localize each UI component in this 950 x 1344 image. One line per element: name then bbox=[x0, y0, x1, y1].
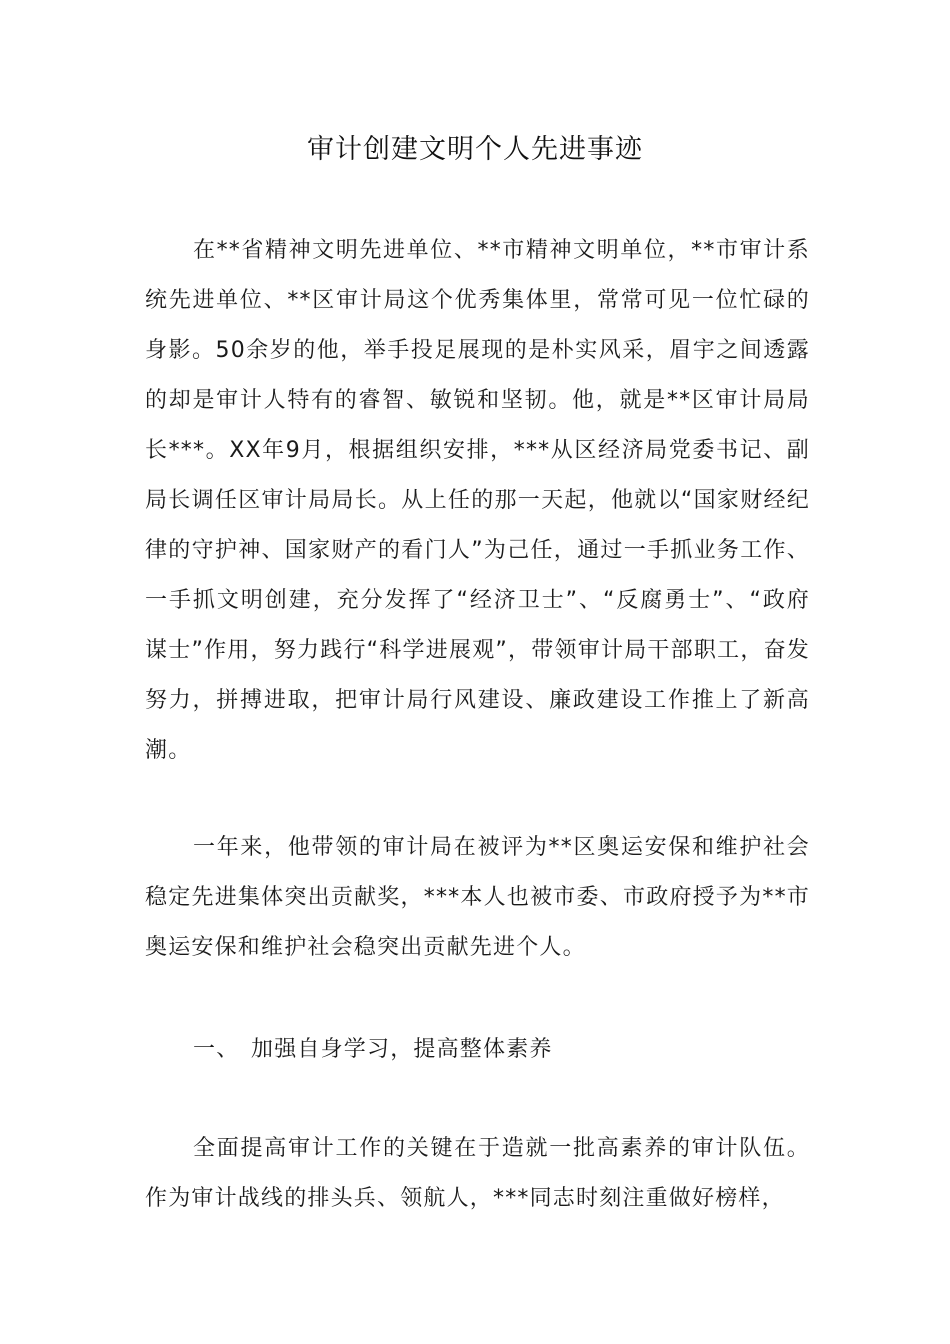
section-heading-text: 加强自身学习，提高整体素养 bbox=[251, 1037, 553, 1062]
section-paragraph: 全面提高审计工作的关键在于造就一批高素养的审计队伍。作为审计战线的排头兵、领航人，***同志时刻注重做好榜样， bbox=[145, 1136, 810, 1211]
body-paragraph-1: 在**省精神文明先进单位、**市精神文明单位，**市审计系统先进单位、**区审计局这个优秀集体里，常常可见一位忙碌的身影。50余岁的他，举手投足展现的是朴实风采，眉宇之间透露的却是审计人特有的睿智、敏锐和坚韧。他，就是**区审计局局长***。XX年9月，根据组织安排，***从区经济局党委书记、副局长调任区审计局局长。从上任的那一天起，他就以“国家财经纪律的守护神、国家财产的看门人”为己任，通过一手抓业务工作、一手抓文明创建，充分发挥了“经济卫士”、“反腐勇士”、“政府谋士”作用，努力践行“科学进展观”，带领审计局干部职工，奋发努力，拼搏进取，把审计局行风建设、廉政建设工作推上了新高潮。 bbox=[145, 238, 810, 763]
section-heading bbox=[193, 1025, 813, 1075]
document-title: 审计创建文明个人先进事迹 bbox=[307, 134, 643, 165]
section-heading-number: 一、 bbox=[193, 1037, 240, 1062]
body-paragraph-2: 一年来，他带领的审计局在被评为**区奥运安保和维护社会稳定先进集体突出贡献奖，***本人也被市委、市政府授予为**市奥运安保和维护社会稳突出贡献先进个人。 bbox=[145, 835, 810, 960]
